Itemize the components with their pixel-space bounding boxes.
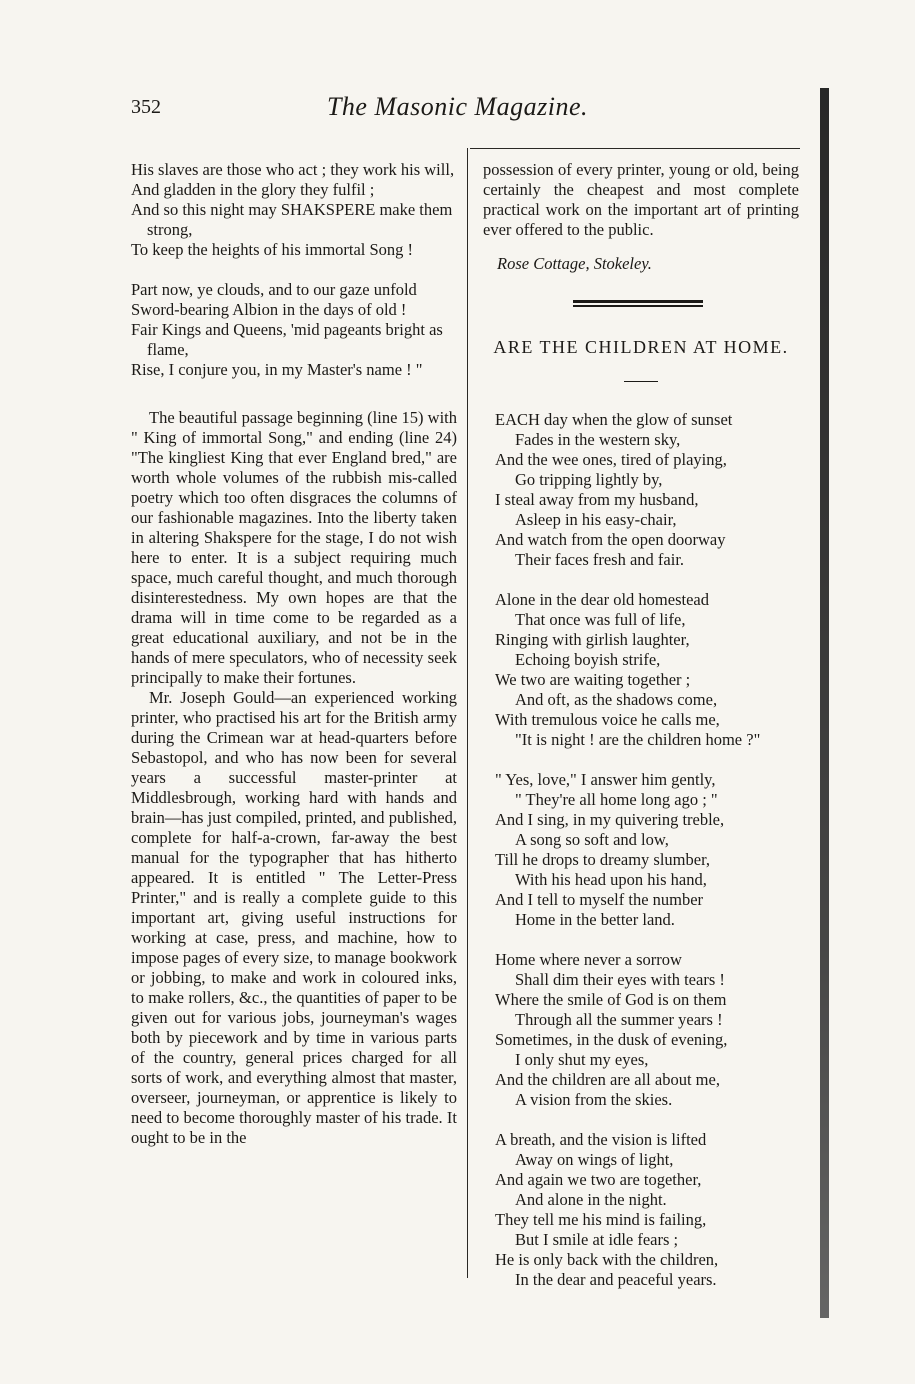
title-rule — [624, 381, 658, 382]
poem-line: But I smile at idle fears ; — [515, 1230, 679, 1249]
poem-line: Go tripping lightly by, — [515, 470, 663, 489]
left-column — [131, 160, 457, 1148]
poem-line: I steal away from my husband, — [495, 490, 699, 509]
paragraph: Mr. Joseph Gould—an experienced working printer, who practised his art for the British army during the Crimean war at head-quarters before Sebastopol, and who has now been for several years a successful master-printer at Middlesbrough, working hard with hands and brain—has just compiled, printed, and published, complete for half-a-crown, far-away the best manual for the typographer that has hitherto appeared. It is entitled " The Letter-Press Printer," and is really a complete guide to this important art, giving useful instructions for working at case, press, and machine, how to impose pages of every size, to manage bookwork or jobbing, to make and work in coloured inks, to make rollers, &c., the quantities of paper to be given out for various jobs, journeyman's wages both by piecework and by time in various parts of the country, general prices charged for all sorts of work, and everything almost that master, overseer, journeyman, or apprentice is likely to need to become thoroughly master of his trade. It ought to be in the — [131, 688, 457, 1147]
poem-stanza — [495, 770, 799, 930]
poem-line: " They're all home long ago ; " — [515, 790, 718, 809]
page-number: 352 — [131, 96, 161, 118]
poem-title: ARE THE CHILDREN AT HOME. — [493, 337, 789, 357]
ornamental-rule — [573, 300, 703, 307]
running-title: The Masonic Magazine. — [326, 92, 589, 121]
poem-line: I only shut my eyes, — [515, 1050, 649, 1069]
verse-line: To keep the heights of his immortal Song ! — [131, 240, 414, 259]
signoff: Rose Cottage, Stokeley. — [497, 254, 652, 273]
poem-line: And I tell to myself the number — [495, 890, 704, 909]
poem-line: He is only back with the children, — [495, 1250, 719, 1269]
poem-line: A vision from the skies. — [515, 1090, 673, 1109]
poem-line: Home in the better land. — [515, 910, 675, 929]
poem-line: Where the smile of God is on them — [495, 990, 727, 1009]
poem-line: With tremulous voice he calls me, — [495, 710, 720, 729]
right-column — [483, 160, 799, 1310]
poem-line: And the children are all about me, — [495, 1070, 720, 1089]
poem-stanza — [495, 1130, 799, 1290]
verse-line: Rise, I conjure you, in my Master's name ! " — [131, 360, 423, 379]
poem-line: And I sing, in my quivering treble, — [495, 810, 725, 829]
verse-stanza — [131, 160, 457, 260]
column-divider — [467, 148, 468, 1278]
poem-line: Through all the summer years ! — [515, 1010, 723, 1029]
poem-line: They tell me his mind is failing, — [495, 1210, 707, 1229]
poem-stanza — [495, 410, 799, 570]
poem-line: Home where never a sorrow — [495, 950, 682, 969]
verse-line: And so this night may SHAKSPERE make them strong, — [131, 200, 453, 239]
poem-line: And the wee ones, tired of playing, — [495, 450, 727, 469]
paragraph: The beautiful passage beginning (line 15) with " King of immortal Song," and ending (line 24) "The kingliest King that ever England bred," are worth whole volumes of the rubbish mis-called poetry which too often disgraces the columns of our fashionable magazines. Into the liberty taken in altering Shakspere for the stage, I do not wish here to enter. It is a subject requiring much space, much careful thought, and much thorough disinterestedness. My own hopes are that the drama will in time come to be regarded as a great educational auxiliary, and not be in the hands of mere speculators, who of necessity seek principally to make their fortunes. — [131, 408, 457, 687]
poem-line: A song so soft and low, — [515, 830, 669, 849]
article-body — [131, 408, 457, 1148]
poem-line: Sometimes, in the dusk of evening, — [495, 1030, 728, 1049]
poem-line: We two are waiting together ; — [495, 670, 691, 689]
poem-line: Asleep in his easy-chair, — [515, 510, 677, 529]
poem-line: Alone in the dear old homestead — [495, 590, 709, 609]
poem-line: And again we two are together, — [495, 1170, 702, 1189]
verse-stanza — [131, 280, 457, 380]
verse-line: His slaves are those who act ; they work his will, — [131, 160, 455, 179]
poem-line: And watch from the open doorway — [495, 530, 726, 549]
poem-line: That once was full of life, — [515, 610, 686, 629]
poem-line: EACH day when the glow of sunset — [495, 410, 733, 429]
poem-line: " Yes, love," I answer him gently, — [495, 770, 716, 789]
page-edge-shadow — [820, 88, 829, 1318]
poem-stanza — [495, 590, 799, 750]
paragraph-continuation: possession of every printer, young or old, being certainly the cheapest and most complete practical work on the important art of printing ever offered to the public. — [483, 160, 799, 239]
verse-line: Fair Kings and Queens, 'mid pageants bright as flame, — [131, 320, 443, 359]
poem-line: And alone in the night. — [515, 1190, 667, 1209]
top-rule — [470, 148, 800, 149]
poem-line: Ringing with girlish laughter, — [495, 630, 690, 649]
poem-line: Echoing boyish strife, — [515, 650, 661, 669]
poem-line: In the dear and peaceful years. — [515, 1270, 717, 1289]
poem-line: Away on wings of light, — [515, 1150, 674, 1169]
poem-line: Fades in the western sky, — [515, 430, 681, 449]
verse-line: Sword-bearing Albion in the days of old ! — [131, 300, 407, 319]
poem-line: "It is night ! are the children home ?" — [515, 730, 761, 749]
poem-stanza — [495, 950, 799, 1110]
verse-line: And gladden in the glory they fulfil ; — [131, 180, 375, 199]
verse-line: Part now, ye clouds, and to our gaze unfold — [131, 280, 417, 299]
poem-line: Till he drops to dreamy slumber, — [495, 850, 711, 869]
poem-line: Shall dim their eyes with tears ! — [515, 970, 725, 989]
poem-line: With his head upon his hand, — [515, 870, 707, 889]
poem-line: Their faces fresh and fair. — [515, 550, 685, 569]
poem-line: And oft, as the shadows come, — [515, 690, 718, 709]
poem — [483, 410, 799, 1290]
poem-line: A breath, and the vision is lifted — [495, 1130, 707, 1149]
